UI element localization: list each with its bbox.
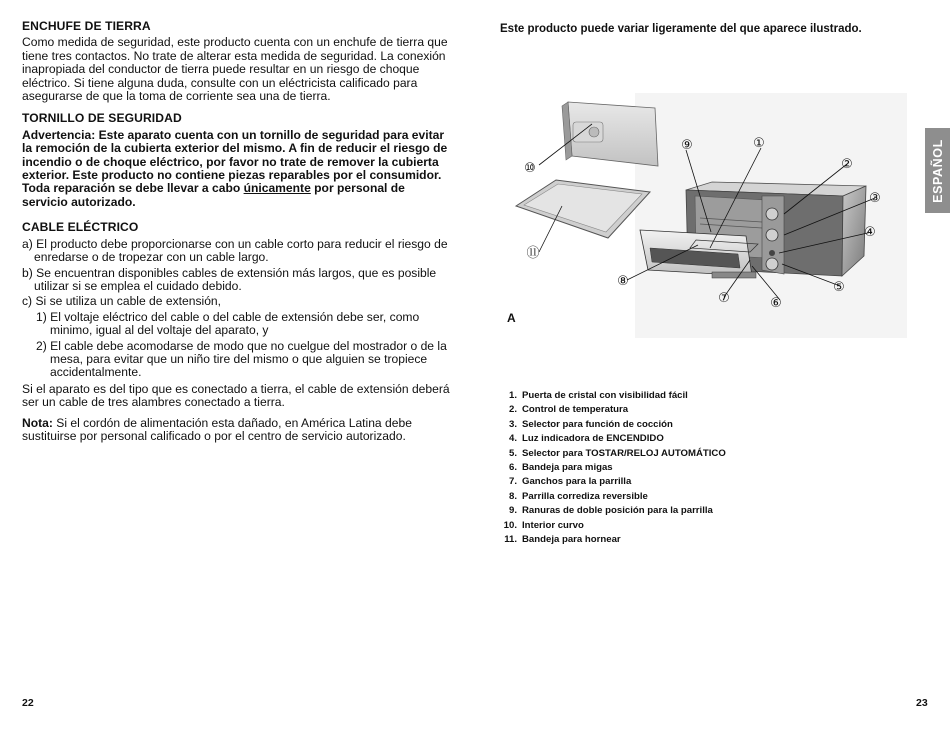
safety-screw-warning [22, 129, 450, 209]
list-item [496, 418, 726, 432]
grounded-plug-heading: ENCHUFE DE TIERRA [22, 19, 151, 33]
list-item [496, 389, 726, 403]
baking-pan-illustration [516, 180, 650, 238]
item-text: El voltaje eléctrico del cable o del cable de extensión debe ser, como minimo, igual al del voltaje del aparato, y [50, 309, 420, 338]
callout-11: ⑪ [526, 246, 540, 261]
language-tab-label: ESPAÑOL [930, 138, 945, 203]
warning-underlined-word: únicamente [243, 181, 311, 196]
list-item [496, 461, 726, 475]
item-text: El producto debe proporcionarse con un cable corto para reducir el riesgo de enredarse o de tropezar con un cable largo. [34, 236, 448, 265]
part-number: 6. [508, 462, 517, 474]
item-label: 1) [36, 309, 47, 324]
grounded-plug-text: Como medida de seguridad, este producto cuenta con un enchufe de tierra que tiene tres contactos. No trate de alterar esta medida de seguridad. La conexión inapropiada del conductor de tierra puede resultar en un riesgo de choque eléctrico. Si tiene alguna duda, consulte con un eléctricista calificado para asegurarse de que la toma de corriente sea una de tierra. [22, 35, 448, 104]
toaster-oven-diagram [500, 88, 915, 338]
callout-1: ① [753, 136, 765, 151]
part-number: 11. [504, 534, 517, 546]
power-cord-note [22, 417, 450, 444]
language-tab [925, 128, 950, 213]
page-number-right: 23 [916, 697, 928, 709]
cord-subitem-1 [22, 311, 450, 338]
callout-8: ⑧ [617, 274, 629, 289]
part-number: 8. [508, 490, 517, 502]
item-text: Si se utiliza un cable de extensión, [35, 294, 222, 309]
item-label: b) [22, 265, 33, 280]
list-item [496, 447, 726, 461]
part-number: 10. [503, 519, 517, 531]
list-item [496, 490, 726, 504]
part-number: 2. [508, 404, 517, 416]
list-item [496, 475, 726, 489]
part-number: 3. [508, 418, 517, 430]
note-text: Si el cordón de alimentación esta dañado, en América Latina debe sustituirse por personal calificado o por el centro de servicio autorizado. [22, 415, 412, 443]
item-label: 2) [36, 338, 47, 353]
list-item [496, 403, 726, 417]
item-text: Se encuentran disponibles cables de extensión más largos, que es posible utilizar si se emplea el cuidado debido. [34, 265, 437, 293]
page-number-left: 22 [22, 697, 34, 709]
part-label: Ranuras de doble posición para la parrilla [522, 505, 713, 517]
figure-label: A [507, 311, 516, 325]
part-label: Selector para TOSTAR/RELOJ AUTOMÁTICO [522, 447, 726, 459]
part-label: Bandeja para hornear [522, 534, 621, 546]
warning-text-start: Advertencia: Este aparato cuenta con un tornillo de seguridad para evitar la remoción de la cubierta exterior del mismo. A fin de reducir el riesgo de incendio o de choque eléctrico, por favor no trate de remover la cubierta exterior. Este producto no contiene piezas reparables por el consumidor. Toda reparación se debe llevar a cabo [22, 127, 448, 196]
curved-interior-illustration [562, 102, 658, 166]
list-item [496, 519, 726, 533]
callout-5: ⑤ [833, 280, 845, 295]
item-text: El cable debe acomodarse de modo que no cuelgue del mostrador o de la mesa, para evitar que un niño tire del mismo o que alguien se tropiece accidentalmente. [50, 338, 447, 380]
part-number: 1. [508, 390, 517, 401]
callout-7: ⑦ [718, 291, 730, 306]
callout-9: ⑨ [681, 138, 693, 153]
cord-item-a [22, 238, 450, 265]
part-label: Bandeja para migas [522, 462, 613, 474]
note-label: Nota: [22, 415, 53, 430]
callout-2: ② [841, 157, 853, 172]
left-page-content [22, 20, 450, 450]
part-number: 7. [508, 476, 517, 488]
callout-4: ④ [864, 225, 876, 240]
item-label: c) [22, 294, 33, 309]
cord-subitem-2 [22, 340, 450, 380]
cord-item-c [22, 295, 450, 308]
safety-screw-heading: TORNILLO DE SEGURIDAD [22, 111, 182, 126]
illustration-disclaimer: Este producto puede variar ligeramente del que aparece ilustrado. [500, 23, 862, 35]
callout-6: ⑥ [770, 296, 782, 311]
list-item [496, 504, 726, 518]
part-number: 9. [508, 505, 517, 517]
part-label: Selector para función de cocción [522, 418, 673, 430]
grounded-cord-note: Si el aparato es del tipo que es conectado a tierra, el cable de extensión deberá ser un cable de tres alambres conectado a tierra. [22, 381, 450, 410]
list-item [496, 533, 726, 547]
part-label: Ganchos para la parrilla [522, 476, 632, 488]
part-label: Control de temperatura [522, 404, 629, 416]
cord-item-b [22, 267, 450, 294]
warning-text-end: por personal de servicio autorizado. [22, 181, 405, 209]
part-label: Interior curvo [522, 519, 584, 531]
callout-10: ⑩ [524, 161, 536, 176]
cord-heading: CABLE ELÉCTRICO [22, 220, 139, 235]
part-label: Puerta de cristal con visibilidad fácil [522, 390, 688, 401]
part-number: 4. [508, 433, 517, 445]
parts-list [496, 389, 726, 547]
part-label: Parrilla corrediza reversible [522, 490, 648, 502]
part-label: Luz indicadora de ENCENDIDO [522, 433, 664, 445]
callout-3: ③ [869, 191, 881, 206]
item-label: a) [22, 236, 33, 251]
list-item [496, 432, 726, 446]
part-number: 5. [508, 447, 517, 459]
